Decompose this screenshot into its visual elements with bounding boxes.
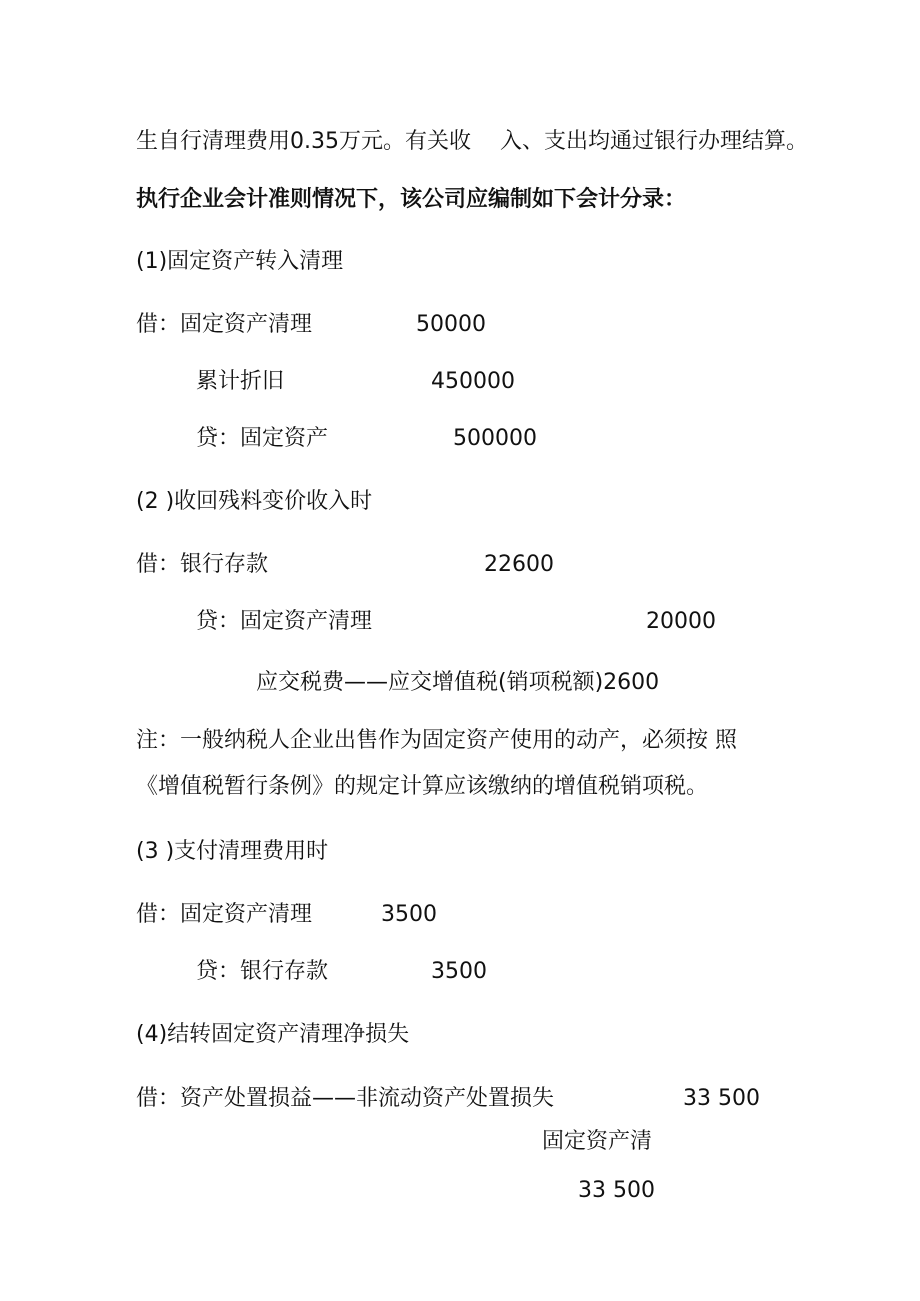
step2-title: (2 )收回残料变价收入时 xyxy=(136,489,373,514)
step4-debit-amount: 33 500 xyxy=(683,1086,760,1111)
step1-debit2-amount: 450000 xyxy=(431,369,515,394)
step4-debit-label: 借：资产处置损益——非流动资产处置损失 xyxy=(136,1086,555,1111)
step3-title: (3 )支付清理费用时 xyxy=(136,839,329,864)
step2-debit-amount: 22600 xyxy=(484,552,554,577)
step2-credit1-amount: 20000 xyxy=(646,609,716,634)
step4-credit-amount: 33 500 xyxy=(578,1178,655,1203)
step4-title: (4)结转固定资产清理净损失 xyxy=(136,1022,410,1047)
step1-debit1-amount: 50000 xyxy=(416,312,486,337)
note-line-1: 注：一般纳税人企业出售作为固定资产使用的动产，必须按 照 xyxy=(136,728,737,753)
step1-credit-label: 贷：固定资产 xyxy=(196,426,329,451)
section-heading: 执行企业会计准则情况下，该公司应编制如下会计分录： xyxy=(136,187,687,212)
step3-debit-label: 借：固定资产清理 xyxy=(136,902,313,927)
step2-credit1-label: 贷：固定资产清理 xyxy=(196,609,373,634)
intro-text-line: 生自行清理费用0.35万元。有关收 入、支出均通过银行办理结算。 xyxy=(136,129,808,154)
step2-debit-label: 借：银行存款 xyxy=(136,552,269,577)
step3-debit-amount: 3500 xyxy=(381,902,437,927)
step1-credit-amount: 500000 xyxy=(453,426,537,451)
step1-debit1-label: 借：固定资产清理 xyxy=(136,312,313,337)
step1-debit2-label: 累计折旧 xyxy=(196,369,285,394)
step4-credit-label: 固定资产清 xyxy=(542,1129,653,1154)
step2-credit2-line: 应交税费——应交增值税(销项税额)2600 xyxy=(256,670,660,695)
step1-title: (1)固定资产转入清理 xyxy=(136,249,344,274)
note-line-2: 《增值税暂行条例》的规定计算应该缴纳的增值税销项税。 xyxy=(136,774,709,799)
step3-credit-amount: 3500 xyxy=(431,959,487,984)
step3-credit-label: 贷：银行存款 xyxy=(196,959,329,984)
